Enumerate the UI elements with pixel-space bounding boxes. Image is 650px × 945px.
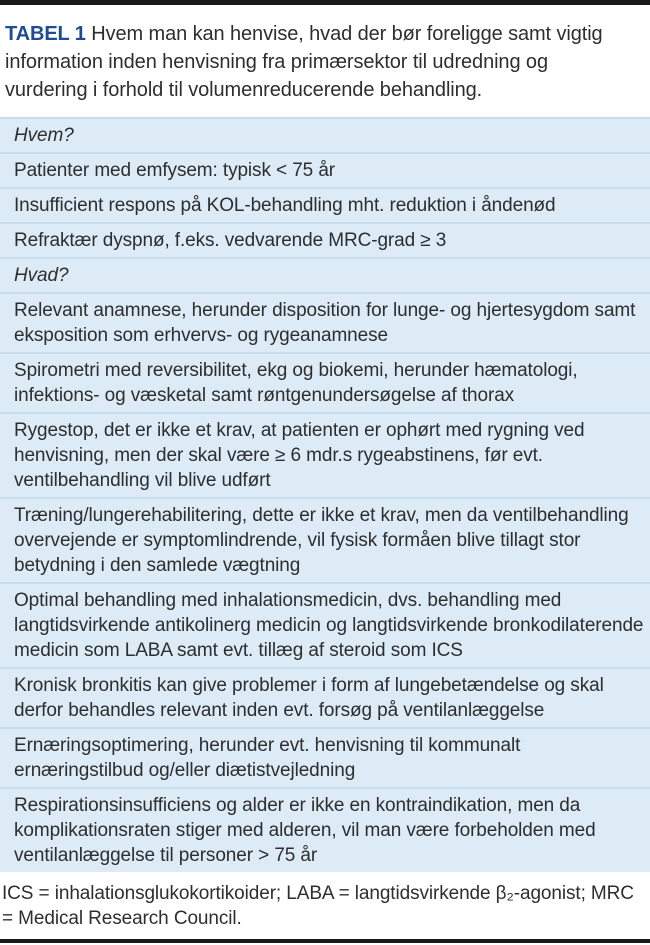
table-caption-text: Hvem man kan henvise, hvad der bør foreligge samt vigtig information inden henvisning fra primærsektor til udredning og vurdering i forhold til volumenreducerende behandling. <box>5 23 603 101</box>
table-section-header: Hvad? <box>0 259 650 294</box>
table-row: Optimal behandling med inhalationsmedicin, dvs. behandling med langtidsvirkende antikolinerg medicin og langtidsvirkende bronkodilaterende medicin som LABA samt evt. tillæg af steroid som ICS <box>0 584 650 669</box>
top-rule <box>0 0 650 5</box>
abbreviations-footnote: ICS = inhalationsglukokortikoider; LABA = langtidsvirkende β₂-agonist; MRC = Medical Research Council. <box>2 883 634 929</box>
table-row: Spirometri med reversibilitet, ekg og biokemi, herunder hæmatologi, infektions- og væsketal samt røntgenundersøgelse af thorax <box>0 354 650 414</box>
table-row: Træning/lungerehabilitering, dette er ikke et krav, men da ventilbehandling overvejende er symptomlindrende, vil fysisk formåen blive tillagt stor betydning i den samlede vægtning <box>0 499 650 584</box>
bottom-rule <box>0 939 650 943</box>
table-row: Insufficient respons på KOL-behandling mht. reduktion i åndenød <box>0 189 650 224</box>
table-row: Ernæringsoptimering, herunder evt. henvisning til kommunalt ernæringstilbud og/eller diætistvejledning <box>0 729 650 789</box>
referral-criteria-table <box>0 117 650 872</box>
table-row: Relevant anamnese, herunder disposition for lunge- og hjertesygdom samt eksposition som erhvervs- og rygeanamnese <box>0 294 650 354</box>
table-section-header: Hvem? <box>0 119 650 154</box>
table-row: Respirationsinsufficiens og alder er ikke en kontraindikation, men da komplikationsraten stiger med alderen, vil man være forbeholden med ventilanlæggelse til personer > 75 år <box>0 789 650 872</box>
table-caption <box>5 20 622 104</box>
table-row: Kronisk bronkitis kan give problemer i form af lungebetændelse og skal derfor behandles relevant inden evt. forsøg på ventilanlæggelse <box>0 669 650 729</box>
table-row: Refraktær dyspnø, f.eks. vedvarende MRC-grad ≥ 3 <box>0 224 650 259</box>
table-row: Patienter med emfysem: typisk < 75 år <box>0 154 650 189</box>
table-row: Rygestop, det er ikke et krav, at patienten er ophørt med rygning ved henvisning, men der skal være ≥ 6 mdr.s rygeabstinens, før evt. ventilbehandling vil blive udført <box>0 414 650 499</box>
table-caption-label: TABEL 1 <box>5 23 86 45</box>
